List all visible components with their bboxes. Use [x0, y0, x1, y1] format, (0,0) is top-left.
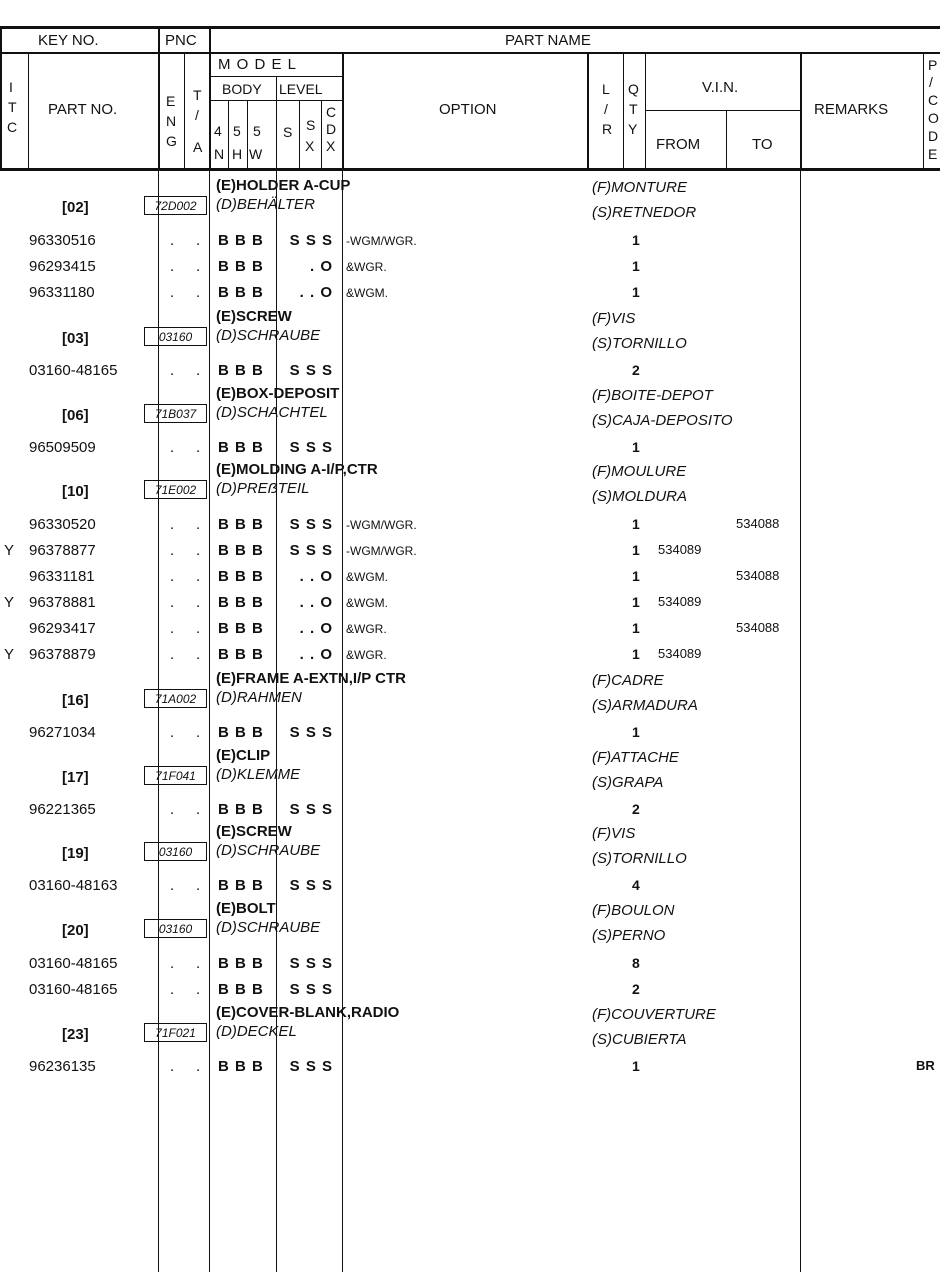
part-number: 96331180	[29, 284, 95, 301]
table-row	[0, 512, 940, 538]
name-french: (F)VIS	[592, 310, 636, 327]
change-indicator: Y	[4, 646, 15, 663]
body-5h: 5	[233, 123, 241, 139]
name-spanish: (S)TORNILLO	[592, 850, 687, 867]
itc-i: I	[9, 79, 13, 95]
level-codes: S S S	[289, 516, 333, 533]
quantity: 1	[632, 258, 640, 274]
body-codes: B B B	[218, 439, 264, 456]
level-codes: . . O	[299, 646, 333, 663]
level-col-div-2	[321, 101, 322, 169]
name-english: (E)SCREW	[216, 308, 292, 325]
level-codes: S S S	[289, 955, 333, 972]
body-codes: B B B	[218, 801, 264, 818]
name-english: (E)CLIP	[216, 747, 271, 764]
key-number: [03]	[62, 330, 89, 347]
eng-dot: .	[170, 362, 175, 379]
body-n: N	[214, 146, 225, 162]
key-row-rule	[0, 52, 940, 54]
remarks-header: REMARKS	[814, 101, 889, 118]
pcode-d: D	[928, 128, 939, 144]
ta-dot: .	[196, 542, 201, 559]
body-codes: B B B	[218, 594, 264, 611]
level-codes: S S S	[289, 724, 333, 741]
name-german: (D)SCHACHTEL	[216, 404, 328, 421]
body-codes: B B B	[218, 258, 264, 275]
pcode-e: E	[928, 146, 938, 162]
quantity: 1	[632, 516, 640, 532]
level-sx-x: X	[305, 138, 315, 154]
level-codes: S S S	[289, 542, 333, 559]
eng-dot: .	[170, 258, 175, 275]
model-header: M O D E L	[218, 56, 298, 73]
model-option-divider	[342, 53, 344, 169]
pnc-left-divider	[158, 28, 160, 169]
name-spanish: (S)CUBIERTA	[592, 1031, 687, 1048]
option-code: &WGR.	[346, 648, 387, 662]
vin-to: 534088	[736, 516, 780, 531]
top-rule	[0, 26, 940, 29]
table-row	[0, 977, 940, 1003]
pnc-box: 71E002	[144, 480, 207, 499]
table-row	[0, 951, 940, 977]
table-row	[0, 642, 940, 668]
level-header: LEVEL	[279, 81, 323, 97]
body-codes: B B B	[218, 542, 264, 559]
part-number: 96509509	[29, 439, 96, 456]
body-codes: B B B	[218, 362, 264, 379]
name-english: (E)MOLDING A-I/P,CTR	[216, 461, 378, 478]
option-code: -WGM/WGR.	[346, 234, 417, 248]
table-row	[0, 590, 940, 616]
part-number: 96330520	[29, 516, 96, 533]
quantity: 2	[632, 801, 640, 817]
lr-qty-divider	[623, 53, 624, 169]
vin-header: V.I.N.	[702, 79, 739, 96]
eng-dot: .	[170, 542, 175, 559]
lr-l: L	[602, 81, 610, 97]
pcode-p: P	[928, 57, 938, 73]
ta-t: T	[193, 87, 202, 103]
ta-dot: .	[196, 439, 201, 456]
pnc-box: 03160	[144, 919, 207, 938]
name-german: (D)KLEMME	[216, 766, 301, 783]
eng-dot: .	[170, 516, 175, 533]
key-number: [20]	[62, 922, 89, 939]
option-code: -WGM/WGR.	[346, 544, 417, 558]
option-code: &WGM.	[346, 570, 388, 584]
name-french: (F)MONTURE	[592, 179, 687, 196]
name-german: (D)DECKEL	[216, 1023, 297, 1040]
ta-dot: .	[196, 1058, 201, 1075]
remarks-pcode-divider	[923, 53, 924, 169]
name-german: (D)PREẞTEIL	[216, 480, 310, 497]
qty-q: Q	[628, 81, 639, 97]
pnc-header: PNC	[165, 32, 197, 49]
pnc-box: 71A002	[144, 689, 207, 708]
part-no-header: PART NO.	[48, 101, 118, 118]
eng-dot: .	[170, 1058, 175, 1075]
level-codes: S S S	[289, 232, 333, 249]
table-row	[0, 720, 940, 746]
body-codes: B B B	[218, 955, 264, 972]
header-bottom-rule	[0, 168, 940, 171]
level-s: S	[283, 124, 293, 140]
ta-dot: .	[196, 362, 201, 379]
quantity: 1	[632, 568, 640, 584]
eng-g: G	[166, 133, 177, 149]
key-number: [19]	[62, 845, 89, 862]
eng-dot: .	[170, 955, 175, 972]
name-french: (F)BOITE-DEPOT	[592, 387, 713, 404]
level-codes: . . O	[299, 568, 333, 585]
name-english: (E)BOLT	[216, 900, 276, 917]
body-codes: B B B	[218, 724, 264, 741]
key-number: [16]	[62, 692, 89, 709]
body-col-div-2	[247, 101, 248, 169]
body-col-div-1	[228, 101, 229, 169]
name-spanish: (S)TORNILLO	[592, 335, 687, 352]
part-number: 96236135	[29, 1058, 96, 1075]
lr-slash: /	[604, 101, 608, 117]
body-codes: B B B	[218, 232, 264, 249]
eng-dot: .	[170, 646, 175, 663]
eng-dot: .	[170, 284, 175, 301]
part-number: 96378877	[29, 542, 96, 559]
ta-dot: .	[196, 594, 201, 611]
part-number: 03160-48163	[29, 877, 118, 894]
eng-dot: .	[170, 620, 175, 637]
level-cdx-x: X	[326, 138, 336, 154]
change-indicator: Y	[4, 594, 15, 611]
key-number: [02]	[62, 199, 89, 216]
quantity: 1	[632, 646, 640, 662]
vin-remarks-divider	[800, 53, 802, 169]
name-german: (D)SCHRAUBE	[216, 919, 321, 936]
body-header: BODY	[222, 81, 262, 97]
name-english: (E)FRAME A-EXTN,I/P CTR	[216, 670, 406, 687]
level-codes: S S S	[289, 877, 333, 894]
quantity: 1	[632, 620, 640, 636]
body-codes: B B B	[218, 568, 264, 585]
part-number: 96293417	[29, 620, 96, 637]
name-french: (F)CADRE	[592, 672, 664, 689]
vin-from: 534089	[658, 542, 702, 557]
option-code: -WGM/WGR.	[346, 518, 417, 532]
eng-ta-divider	[184, 53, 185, 169]
pnc-box: 03160	[144, 327, 207, 346]
table-row	[0, 1054, 940, 1080]
eng-dot: .	[170, 877, 175, 894]
name-french: (F)BOULON	[592, 902, 675, 919]
part-name-header: PART NAME	[505, 32, 591, 49]
level-codes: S S S	[289, 801, 333, 818]
body-codes: B B B	[218, 516, 264, 533]
ta-dot: .	[196, 724, 201, 741]
table-row	[0, 873, 940, 899]
ta-dot: .	[196, 258, 201, 275]
to-header: TO	[752, 136, 773, 153]
eng-dot: .	[170, 568, 175, 585]
level-codes: . . O	[299, 620, 333, 637]
remarks: BR	[916, 1058, 935, 1073]
key-number: [10]	[62, 483, 89, 500]
body-codes: B B B	[218, 646, 264, 663]
name-french: (F)MOULURE	[592, 463, 687, 480]
name-spanish: (S)ARMADURA	[592, 697, 698, 714]
name-spanish: (S)GRAPA	[592, 774, 664, 791]
level-col-div-1	[299, 101, 300, 169]
part-number: 96221365	[29, 801, 96, 818]
table-row	[0, 435, 940, 461]
key-no-header: KEY NO.	[38, 32, 99, 49]
quantity: 2	[632, 362, 640, 378]
eng-dot: .	[170, 981, 175, 998]
quantity: 1	[632, 1058, 640, 1074]
level-cdx-c: C	[326, 104, 337, 120]
key-number: [17]	[62, 769, 89, 786]
quantity: 8	[632, 955, 640, 971]
level-codes: . . O	[299, 284, 333, 301]
ta-dot: .	[196, 284, 201, 301]
pnc-box: 71F021	[144, 1023, 207, 1042]
eng-dot: .	[170, 232, 175, 249]
pcode-c: C	[928, 92, 939, 108]
qty-vin-divider	[645, 53, 646, 169]
level-codes: S S S	[289, 981, 333, 998]
pcode-slash: /	[929, 74, 933, 90]
table-row	[0, 228, 940, 254]
name-english: (E)HOLDER A-CUP	[216, 177, 351, 194]
name-french: (F)COUVERTURE	[592, 1006, 716, 1023]
quantity: 2	[632, 981, 640, 997]
level-cdx-d: D	[326, 121, 337, 137]
table-row	[0, 797, 940, 823]
table-row	[0, 280, 940, 306]
table-row	[0, 358, 940, 384]
name-spanish: (S)PERNO	[592, 927, 666, 944]
name-german: (D)RAHMEN	[216, 689, 302, 706]
quantity: 1	[632, 439, 640, 455]
ta-slash: /	[195, 107, 199, 123]
vin-to: 534088	[736, 620, 780, 635]
body-4: 4	[214, 123, 222, 139]
body-codes: B B B	[218, 877, 264, 894]
name-english: (E)BOX-DEPOSIT	[216, 385, 340, 402]
name-spanish: (S)MOLDURA	[592, 488, 688, 505]
quantity: 1	[632, 232, 640, 248]
body-codes: B B B	[218, 620, 264, 637]
quantity: 4	[632, 877, 640, 893]
part-number: 96331181	[29, 568, 95, 585]
body-level-divider	[276, 77, 277, 169]
body-codes: B B B	[218, 1058, 264, 1075]
part-number: 96378879	[29, 646, 96, 663]
key-number: [06]	[62, 407, 89, 424]
from-to-divider	[726, 111, 727, 169]
part-number: 96378881	[29, 594, 96, 611]
ta-dot: .	[196, 646, 201, 663]
pnc-box: 71B037	[144, 404, 207, 423]
pcode-o: O	[928, 110, 939, 126]
pnc-box: 71F041	[144, 766, 207, 785]
qty-t: T	[629, 101, 638, 117]
lr-r: R	[602, 121, 613, 137]
name-spanish: (S)RETNEDOR	[592, 204, 697, 221]
vin-sub-rule	[646, 110, 801, 111]
eng-dot: .	[170, 439, 175, 456]
name-english: (E)COVER-BLANK,RADIO	[216, 1004, 400, 1021]
change-indicator: Y	[4, 542, 15, 559]
quantity: 1	[632, 724, 640, 740]
eng-e: E	[166, 93, 176, 109]
ta-dot: .	[196, 620, 201, 637]
name-french: (F)ATTACHE	[592, 749, 679, 766]
body-w: W	[249, 146, 263, 162]
name-german: (D)SCHRAUBE	[216, 842, 321, 859]
itc-divider	[28, 53, 29, 169]
option-lr-divider	[587, 53, 589, 169]
table-row	[0, 538, 940, 564]
name-german: (D)BEHÄLTER	[216, 196, 315, 213]
pnc-box: 72D002	[144, 196, 207, 215]
vin-from: 534089	[658, 594, 702, 609]
ta-dot: .	[196, 232, 201, 249]
option-code: &WGM.	[346, 286, 388, 300]
ta-dot: .	[196, 801, 201, 818]
level-codes: S S S	[289, 1058, 333, 1075]
part-number: 96293415	[29, 258, 96, 275]
pnc-box: 03160	[144, 842, 207, 861]
option-code: &WGR.	[346, 622, 387, 636]
key-number: [23]	[62, 1026, 89, 1043]
level-codes: . O	[309, 258, 333, 275]
part-number: 03160-48165	[29, 362, 118, 379]
part-number: 03160-48165	[29, 981, 118, 998]
option-code: &WGM.	[346, 596, 388, 610]
ta-a: A	[193, 139, 203, 155]
itc-c: C	[7, 119, 18, 135]
table-row	[0, 616, 940, 642]
ta-dot: .	[196, 516, 201, 533]
name-spanish: (S)CAJA-DEPOSITO	[592, 412, 733, 429]
ta-dot: .	[196, 955, 201, 972]
part-number: 03160-48165	[29, 955, 118, 972]
name-french: (F)VIS	[592, 825, 636, 842]
quantity: 1	[632, 594, 640, 610]
name-english: (E)SCREW	[216, 823, 292, 840]
from-header: FROM	[656, 136, 701, 153]
eng-dot: .	[170, 801, 175, 818]
table-row	[0, 254, 940, 280]
ta-dot: .	[196, 877, 201, 894]
part-number: 96271034	[29, 724, 96, 741]
body-codes: B B B	[218, 284, 264, 301]
itc-t: T	[8, 99, 17, 115]
vin-from: 534089	[658, 646, 702, 661]
qty-y: Y	[628, 121, 638, 137]
eng-dot: .	[170, 594, 175, 611]
option-code: &WGR.	[346, 260, 387, 274]
ta-dot: .	[196, 568, 201, 585]
ta-dot: .	[196, 981, 201, 998]
body-5w: 5	[253, 123, 261, 139]
level-sx-s: S	[306, 117, 316, 133]
eng-dot: .	[170, 724, 175, 741]
level-codes: S S S	[289, 439, 333, 456]
quantity: 1	[632, 284, 640, 300]
quantity: 1	[632, 542, 640, 558]
body-h: H	[232, 146, 243, 162]
level-codes: . . O	[299, 594, 333, 611]
left-border	[0, 28, 2, 169]
level-codes: S S S	[289, 362, 333, 379]
name-german: (D)SCHRAUBE	[216, 327, 321, 344]
table-row	[0, 564, 940, 590]
option-header: OPTION	[439, 101, 497, 118]
pnc-right-divider	[209, 28, 211, 169]
body-codes: B B B	[218, 981, 264, 998]
eng-n: N	[166, 113, 177, 129]
vin-to: 534088	[736, 568, 780, 583]
part-number: 96330516	[29, 232, 96, 249]
